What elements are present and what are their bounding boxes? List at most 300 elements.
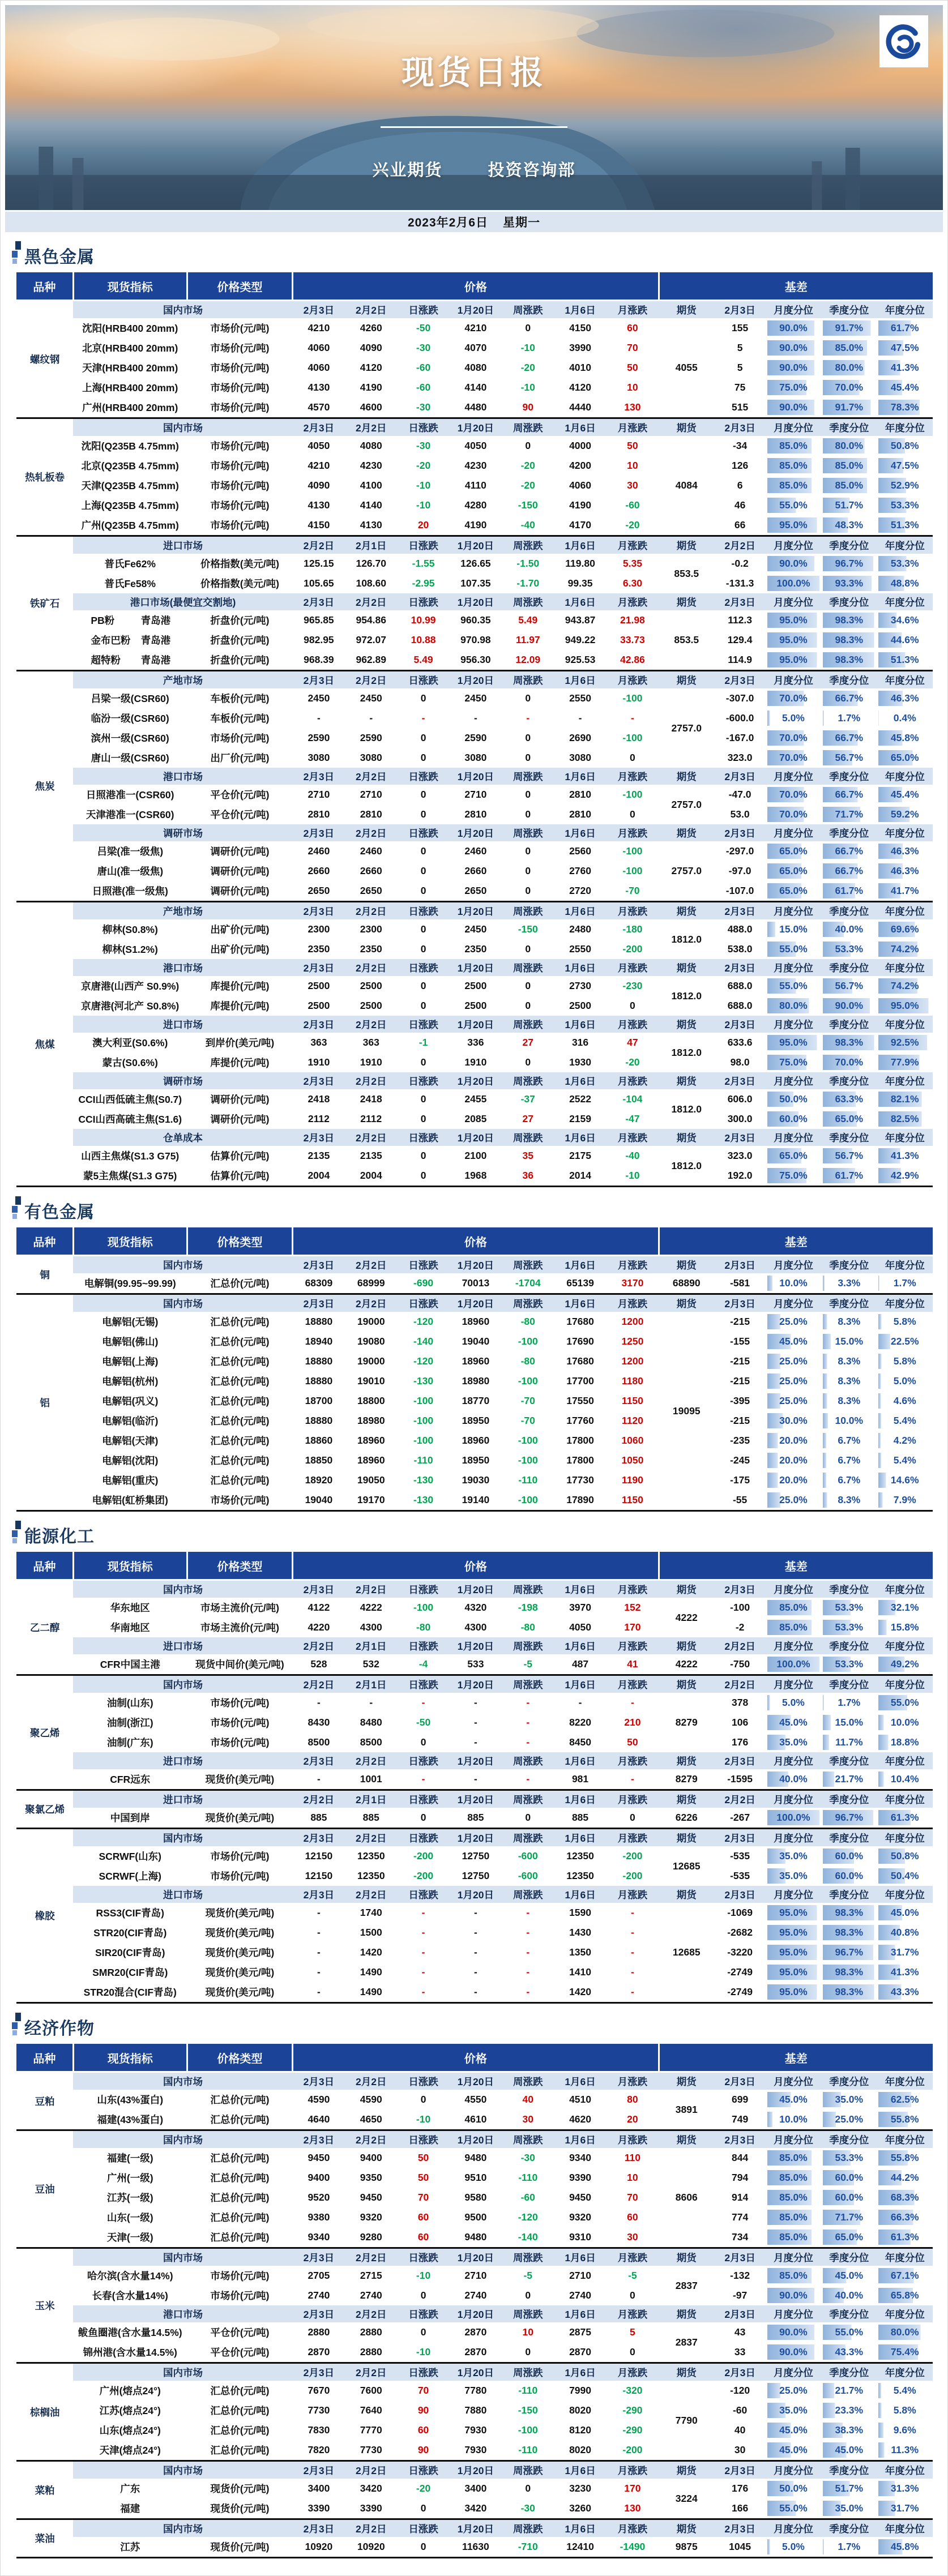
change-cell: -40 [607,1146,659,1166]
basis-cell: 43 [714,2322,765,2342]
column-label: 2月3日 [293,2305,345,2322]
table-row [16,397,933,418]
price-cell: 18950 [450,1411,502,1431]
change-cell: -180 [607,919,659,939]
percentile-bar: 45.0% [823,2268,875,2283]
column-label: 2月3日 [714,2130,765,2149]
change-cell: 60 [397,2227,449,2248]
price-cell: 2085 [450,1109,502,1129]
percentile-cell [766,1598,821,1618]
price-cell: 9450 [554,2188,606,2207]
percentile-bar: 65.0% [823,2230,875,2245]
column-label: 周涨跌 [502,2461,554,2479]
price-cell: 2450 [345,688,397,708]
percentile-cell [877,1693,933,1713]
column-label: 期货 [659,2130,714,2149]
price-cell: 2880 [345,2322,397,2342]
price-cell: 4120 [345,358,397,378]
variety-label: 乙二醇 [16,1580,73,1675]
column-label: 年度分位 [877,418,933,437]
price-cell: 4130 [293,495,345,515]
percentile-cell [821,688,877,708]
table-row [16,1693,933,1713]
market-label: 产地市场 [73,671,292,689]
column-label: 2月2日 [345,824,397,841]
percentile-bar: 25.0% [767,1354,819,1369]
indicator-label: 京唐港(山西产 S0.9%) [73,976,187,996]
basis-cell: 378 [714,1693,765,1713]
change-cell: -100 [607,688,659,708]
market-label: 仓单成本 [73,1129,292,1146]
change-cell: -1.50 [502,554,554,574]
percentile-bar: 21.7% [823,1771,875,1787]
change-cell: 30 [502,2109,554,2130]
price-cell: - [293,1962,345,1982]
basis-band-header: 基差 [659,2043,933,2072]
table-header-row [16,1227,933,1256]
price-cell: 12350 [345,1846,397,1866]
price-cell: 4150 [554,318,606,338]
column-label: 月涨跌 [607,1675,659,1693]
price-cell: 885 [450,1808,502,1829]
percentile-cell [766,2207,821,2227]
column-label: 月度分位 [766,2130,821,2149]
percentile-bar: 45.0% [767,2423,819,2438]
percentile-cell [766,476,821,495]
percentile-bar: 6.7% [823,1433,875,1448]
price-cell: 363 [345,1033,397,1052]
indicator-label: 普氏Fe58% [73,574,187,593]
basis-cell: 155 [714,318,765,338]
indicator-label: 电解铝(巩义) [73,1391,187,1411]
column-label: 2月3日 [293,418,345,437]
percentile-cell [821,1371,877,1391]
price-cell: 4050 [450,436,502,456]
change-cell: 50 [397,2148,449,2168]
change-cell: -600 [502,1846,554,1866]
percentile-cell [877,2207,933,2227]
percentile-bar: 77.9% [878,1055,931,1070]
column-label: 期货 [659,2248,714,2266]
column-label: 2月3日 [714,1580,765,1598]
change-cell: 130 [607,397,659,418]
percentile-bar: 5.8% [878,1314,931,1329]
percentile-bar: 98.3% [823,652,875,667]
change-cell: - [502,1923,554,1942]
change-cell: -100 [397,1391,449,1411]
price-cell: 18700 [293,1391,345,1411]
column-label: 月度分位 [766,1129,821,1146]
basis-cell: -55 [714,1490,765,1511]
change-cell: 40 [502,2090,554,2109]
price-cell: 7670 [293,2381,345,2400]
percentile-cell [821,610,877,630]
price-cell: 2880 [345,2342,397,2363]
price-cell: 18960 [450,1431,502,1450]
futures-price: 2837 [659,2322,714,2363]
percentile-cell [877,515,933,536]
change-cell: 21.98 [607,610,659,630]
change-cell: 110 [607,2148,659,2168]
price-cell: 4080 [345,436,397,456]
percentile-cell [821,630,877,650]
basis-cell: 323.0 [714,748,765,768]
column-label: 年度分位 [877,1637,933,1654]
change-cell: 1180 [607,1371,659,1391]
percentile-bar: 38.3% [823,2423,875,2438]
indicator-name: PB粉 [91,615,115,626]
price-cell: 12350 [345,1866,397,1886]
percentile-cell [766,688,821,708]
column-label: 期货 [659,768,714,785]
market-label: 调研市场 [73,824,292,841]
change-cell: - [397,1942,449,1962]
percentile-bar: 82.1% [878,1092,931,1107]
price-cell: 18770 [450,1391,502,1411]
percentile-cell [877,1962,933,1982]
percentile-cell [877,1618,933,1637]
price-type-label: 汇总价(元/吨) [187,1371,293,1391]
percentile-cell [877,708,933,728]
percentile-bar: 5.8% [878,2403,931,2418]
price-cell: - [450,1923,502,1942]
column-label: 1月20日 [450,1072,502,1089]
basis-cell: 166 [714,2498,765,2519]
price-cell: 2500 [345,976,397,996]
percentile-bar: 1.7% [878,1276,931,1291]
change-cell: 0 [397,2322,449,2342]
column-label: 2月2日 [345,1256,397,1274]
column-label: 2月2日 [345,418,397,437]
percentile-bar: 67.1% [878,2268,931,2283]
price-cell: 960.35 [450,610,502,630]
indicator-label: 沈阳(Q235B 4.75mm) [73,436,187,456]
price-cell: 17890 [554,1490,606,1511]
column-label: 期货 [659,2305,714,2322]
price-cell: 8500 [345,1732,397,1752]
price-cell: 10920 [345,2537,397,2558]
percentile-cell [766,456,821,476]
percentile-bar: 40.0% [823,922,875,937]
change-cell: -110 [502,2168,554,2188]
change-cell: -690 [397,1273,449,1294]
indicator-label: 江苏(熔点24°) [73,2400,187,2420]
price-cell: 4620 [554,2109,606,2130]
column-label: 月度分位 [766,1790,821,1808]
percentile-cell [821,456,877,476]
price-type-label: 现货价(元/吨) [187,2498,293,2519]
variety-label: 豆油 [16,2130,73,2248]
market-label: 港口市场 [73,2305,292,2322]
column-label: 期货 [659,1129,714,1146]
price-cell: 4130 [345,515,397,536]
percentile-cell [877,1391,933,1411]
percentile-bar: 66.7% [823,691,875,706]
table-row [16,1713,933,1732]
market-header-row [16,1256,933,1274]
basis-cell: -167.0 [714,728,765,748]
percentile-cell [821,805,877,824]
change-cell: -230 [607,976,659,996]
column-label: 月度分位 [766,824,821,841]
change-cell: 60 [397,2420,449,2440]
percentile-bar: 80.0% [767,998,819,1013]
indicator-label: 电解铝(虹桥集团) [73,1490,187,1511]
change-cell: -150 [502,495,554,515]
price-cell: 17800 [554,1431,606,1450]
percentile-bar: 1.7% [823,711,875,726]
table-row [16,318,933,338]
indicator-label: 哈尔滨(含水量14%) [73,2266,187,2286]
column-label: 日涨跌 [397,301,449,319]
variety-label: 铝 [16,1294,73,1511]
market-label: 进口市场 [73,1752,292,1769]
percentile-cell [821,2109,877,2130]
basis-cell: -750 [714,1654,765,1675]
percentile-bar: 25.0% [823,2112,875,2127]
change-cell: 0 [397,1089,449,1109]
price-type-label: 汇总价(元/吨) [187,1431,293,1450]
price-type-label: 市场价(元/吨) [187,378,293,397]
price-type-label: 现货价(美元/吨) [187,1923,293,1942]
indicator-label: 滨州一级(CSR60) [73,728,187,748]
section-title: 有色金属 [24,1203,95,1222]
price-cell: 19000 [345,1312,397,1332]
price-cell: 19040 [450,1332,502,1351]
column-label: 2月1日 [345,536,397,554]
price-cell: 2500 [293,996,345,1016]
column-label: 2月3日 [293,959,345,976]
change-cell: -60 [502,2188,554,2207]
change-cell: 0 [502,728,554,748]
column-label: 月涨跌 [607,2461,659,2479]
indicator-label: 吕梁(准一级焦) [73,841,187,861]
percentile-cell [877,1713,933,1732]
column-label: 季度分位 [821,1886,877,1903]
futures-price: 4222 [659,1654,714,1675]
column-label: 月涨跌 [607,959,659,976]
price-cell: 2810 [450,805,502,824]
percentile-bar: 100.0% [767,576,819,591]
price-type-label: 市场价(元/吨) [187,338,293,358]
percentile-cell [766,1332,821,1351]
percentile-cell [877,1033,933,1052]
column-label: 2月3日 [714,2248,765,2266]
change-cell: -200 [607,939,659,959]
price-cell: 4000 [554,436,606,456]
variety-label: 菜油 [16,2519,73,2558]
col-variety-header: 品种 [16,1551,73,1580]
price-cell: 2450 [450,688,502,708]
price-cell: 925.53 [554,650,606,671]
column-label: 周涨跌 [502,536,554,554]
price-type-label: 出矿价(元/吨) [187,939,293,959]
change-cell: 20 [397,515,449,536]
price-type-label: 现货价(元/吨) [187,2479,293,2498]
percentile-cell [877,650,933,671]
basis-cell: -267 [714,1808,765,1829]
price-cell: 9350 [345,2168,397,2188]
column-label: 2月2日 [345,1129,397,1146]
price-cell: 18920 [293,1470,345,1490]
percentile-cell [766,338,821,358]
percentile-bar: 3.3% [823,1276,875,1291]
percentile-bar: 60.0% [823,2170,875,2185]
variety-label: 橡胶 [16,1829,73,2003]
price-cell: 4220 [293,1618,345,1637]
percentile-bar: 65.0% [823,1111,875,1127]
change-cell: 0 [397,861,449,881]
futures-price: 12685 [659,1903,714,2003]
column-label: 月涨跌 [607,2305,659,2322]
column-label: 周涨跌 [502,2519,554,2538]
basis-cell: 633.6 [714,1033,765,1052]
basis-cell: 1045 [714,2537,765,2558]
percentile-cell [766,1312,821,1332]
price-cell: 65139 [554,1273,606,1294]
change-cell: -4 [397,1654,449,1675]
percentile-cell [821,1146,877,1166]
column-label: 日涨跌 [397,593,449,610]
change-cell: -200 [607,2440,659,2461]
table-row [16,1411,933,1431]
column-label: 1月20日 [450,536,502,554]
column-label: 日涨跌 [397,2461,449,2479]
column-label: 季度分位 [821,2519,877,2538]
xingye-logo [879,15,928,67]
price-cell: 2004 [293,1166,345,1187]
table-row [16,2266,933,2286]
change-cell: - [502,1903,554,1923]
change-cell: 0 [502,861,554,881]
percentile-cell [821,1109,877,1129]
price-cell: 8220 [554,1713,606,1732]
column-label: 月涨跌 [607,2248,659,2266]
price-cell: 2500 [450,996,502,1016]
price-band-header: 价格 [293,2043,659,2072]
change-cell: - [502,1713,554,1732]
change-cell: 0 [502,1808,554,1829]
change-cell: 0 [397,2537,449,2558]
market-label: 国内市场 [73,1675,292,1693]
table-row [16,1866,933,1886]
market-header-row [16,1637,933,1654]
column-label: 月度分位 [766,1886,821,1903]
table-row [16,1431,933,1450]
basis-cell: 323.0 [714,1146,765,1166]
basis-cell: 129.4 [714,630,765,650]
change-cell: -200 [397,1866,449,1886]
column-label: 年度分位 [877,1294,933,1312]
price-type-label: 市场价(元/吨) [187,1693,293,1713]
price-cell: 2715 [345,2266,397,2286]
price-cell: 17800 [554,1450,606,1470]
column-label: 2月2日 [714,1675,765,1693]
column-label: 年度分位 [877,2072,933,2090]
percentile-bar: 59.2% [878,807,931,822]
change-cell: 0 [397,919,449,939]
change-cell: 35 [502,1146,554,1166]
percentile-cell [766,1450,821,1470]
percentile-bar: 40.8% [878,1925,931,1940]
basis-cell: 794 [714,2168,765,2188]
column-label: 2月3日 [293,2248,345,2266]
table-row [16,1371,933,1391]
basis-cell: 5 [714,358,765,378]
date-bar [5,212,943,232]
percentile-cell [766,2479,821,2498]
column-label: 2月2日 [714,1637,765,1654]
change-cell: 12.09 [502,650,554,671]
change-cell: -110 [502,2440,554,2461]
indicator-name: 金布巴粉 [91,635,131,646]
column-label: 日涨跌 [397,1675,449,1693]
percentile-cell [766,358,821,378]
percentile-cell [766,1654,821,1675]
percentile-cell [766,378,821,397]
percentile-cell [821,2266,877,2286]
indicator-label: 电解铝(天津) [73,1431,187,1450]
indicator-label: 电解铝(杭州) [73,1371,187,1391]
indicator-label: 山西主焦煤(S1.3 G75) [73,1146,187,1166]
change-cell: -37 [502,1089,554,1109]
percentile-bar: 35.0% [823,2501,875,2516]
market-header-row [16,301,933,319]
change-cell: -70 [502,1411,554,1431]
change-cell: 1190 [607,1470,659,1490]
column-label: 日涨跌 [397,1256,449,1274]
change-cell: -100 [607,785,659,805]
table-row [16,2286,933,2305]
indicator-label: CCI山西高硫主焦(S1.6) [73,1109,187,1129]
section-header [10,1520,932,1546]
indicator-label: 蒙古(S0.6%) [73,1052,187,1072]
market-header-row [16,1072,933,1089]
market-label: 进口市场 [73,1637,292,1654]
percentile-bar: 45.0% [767,2442,819,2458]
change-cell: 152 [607,1598,659,1618]
percentile-cell [766,1866,821,1886]
percentile-cell [766,554,821,574]
column-label: 2月3日 [293,301,345,319]
column-label: 年度分位 [877,2130,933,2149]
futures-price: 68890 [659,1273,714,1294]
percentile-bar: 23.3% [823,2403,875,2418]
column-label: 周涨跌 [502,768,554,785]
table-row [16,1166,933,1187]
price-cell: 3080 [450,748,502,768]
price-cell: 4200 [554,456,606,476]
table-row [16,515,933,536]
price-cell: 2112 [345,1109,397,1129]
price-cell: 1490 [345,1982,397,2003]
column-label: 年度分位 [877,1072,933,1089]
column-label: 月度分位 [766,593,821,610]
percentile-cell [766,1962,821,1982]
basis-cell: 176 [714,2479,765,2498]
percentile-cell [877,1431,933,1450]
price-type-label: 到岸价(美元/吨) [187,1033,293,1052]
column-label: 月度分位 [766,2519,821,2538]
price-cell: 107.35 [450,574,502,593]
column-label: 1月6日 [554,2130,606,2149]
percentile-cell [877,2537,933,2558]
percentile-bar: 100.0% [767,1810,819,1825]
percentile-cell [877,1654,933,1675]
column-label: 日涨跌 [397,2130,449,2149]
table-row [16,2148,933,2168]
percentile-cell [766,2322,821,2342]
